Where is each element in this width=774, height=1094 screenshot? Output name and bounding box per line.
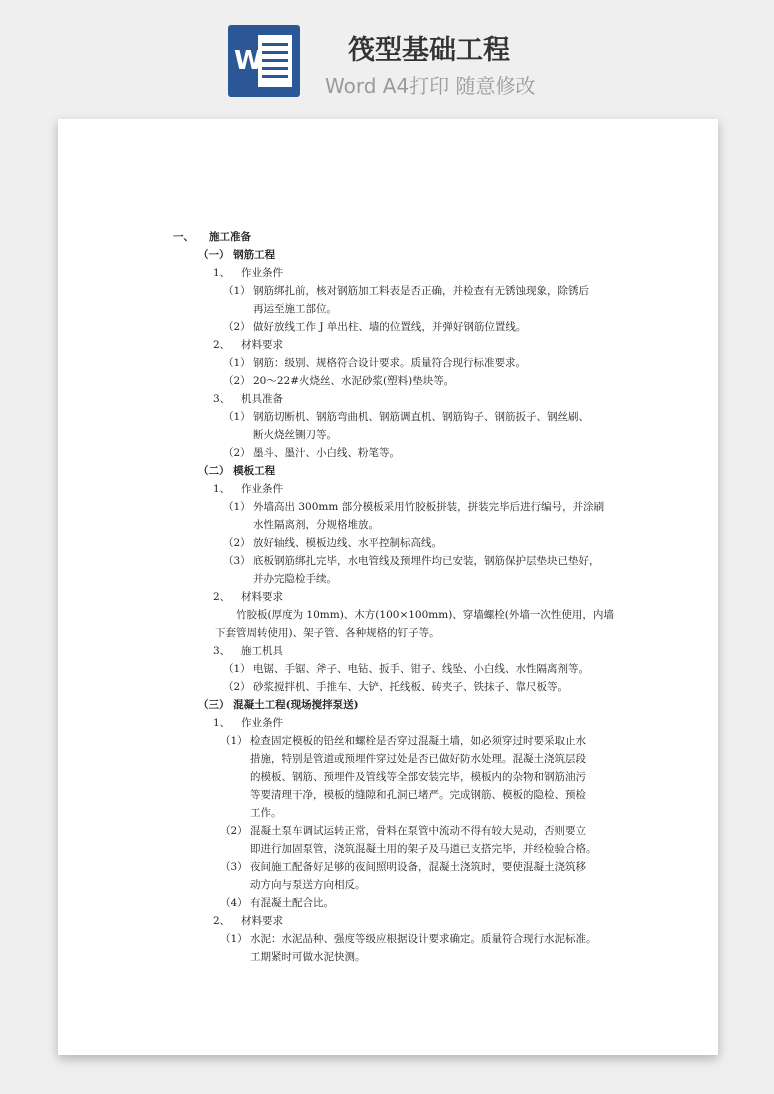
list-item-continuation: 等要清理干净，模板的缝隙和孔洞已堵严。完成钢筋、模板的隐检、预检: [250, 789, 586, 801]
list-item-continuation: 即进行加固泵管，浇筑混凝土用的架子及马道已支搭完毕，并经检验合格。: [250, 843, 597, 855]
list-item: （1） 水泥：水泥品种、强度等级应根据设计要求确定。质量符合现行水泥标准。: [220, 933, 597, 945]
list-item: （1） 钢筋绑扎前，核对钢筋加工料表是否正确，并检查有无锈蚀现象，除锈后: [223, 285, 589, 297]
list-item: （2） 混凝土泵车调试运转正常，骨料在泵管中流动不得有较大晃动，否则要立: [220, 825, 586, 837]
list-item-continuation: 动方向与泵送方向相反。: [250, 879, 366, 891]
list-item: 3、 施工机具: [213, 645, 283, 657]
list-item: （2） 墨斗、墨汁、小白线、粉笔等。: [223, 447, 400, 459]
list-item: （1） 电锯、手锯、斧子、电钻、扳手、钳子、线坠、小白线、水性隔离剂等。: [223, 663, 589, 675]
list-item-continuation: 再运至施工部位。: [253, 303, 337, 315]
list-item: （1） 检查固定模板的铅丝和螺栓是否穿过混凝土墙，如必须穿过时要采取止水: [220, 735, 586, 747]
list-item: （3） 底板钢筋绑扎完毕，水电管线及预埋件均已安装，钢筋保护层垫块已垫好，: [223, 555, 600, 567]
list-item: 1、 作业条件: [213, 267, 283, 279]
word-icon: [228, 25, 300, 97]
list-item-continuation: 工期紧时可做水泥快测。: [250, 951, 366, 963]
list-item-continuation: 的模板、钢筋、预埋件及管线等全部安装完毕，模板内的杂物和钢筋油污: [250, 771, 586, 783]
list-item: （1） 钢筋：级别、规格符合设计要求。质量符合现行标准要求。: [223, 357, 526, 369]
list-item: （2） 放好轴线、模板边线、水平控制标高线。: [223, 537, 442, 549]
section-number: 一、: [173, 231, 194, 243]
list-item-continuation: 工作。: [250, 807, 282, 819]
section-title: 施工准备: [209, 231, 251, 243]
list-item: （2） 砂浆搅拌机、手推车、大铲、托线板、砖夹子、铁抹子、靠尺板等。: [223, 681, 568, 693]
list-item: 2、 材料要求: [213, 915, 283, 927]
list-item: （2） 做好放线工作 J 单出柱、墙的位置线，并弹好钢筋位置线。: [223, 321, 527, 333]
list-item: 1、 作业条件: [213, 717, 283, 729]
list-item: 3、 机具准备: [213, 393, 283, 405]
paragraph: 竹胶板(厚度为 10mm)、木方(100×100mm)、穿墙螺栓(外墙一次性使用，内墙: [236, 609, 614, 621]
list-item: （1） 外墙高出 300mm 部分模板采用竹胶板拼装，拼装完毕后进行编号，并涂刷: [223, 501, 605, 513]
word-icon-letter: W: [234, 46, 263, 76]
subsection-heading: （三） 混凝土工程(现场搅拌泵送): [198, 699, 359, 711]
list-item: （4） 有混凝土配合比。: [220, 897, 334, 909]
subsection-heading: （一） 钢筋工程: [198, 249, 276, 261]
list-item-continuation: 断火烧丝铡刀等。: [253, 429, 337, 441]
list-item: 1、 作业条件: [213, 483, 283, 495]
list-item-continuation: 并办完隐检手续。: [253, 573, 337, 585]
list-item: （1） 钢筋切断机、钢筋弯曲机、钢筋调直机、钢筋钩子、钢筋扳子、钢丝刷、: [223, 411, 589, 423]
page-subtitle: Word A4打印 随意修改: [325, 74, 536, 98]
list-item: （2） 20～22#火烧丝、水泥砂浆(塑料)垫块等。: [223, 375, 455, 387]
list-item: 2、 材料要求: [213, 591, 283, 603]
section-heading: [173, 228, 251, 246]
list-item: 2、 材料要求: [213, 339, 283, 351]
page-title: 筏型基础工程: [348, 35, 510, 66]
document-page: [58, 119, 718, 1055]
subsection-heading: （二） 模板工程: [198, 465, 276, 477]
list-item-continuation: 水性隔离剂，分规格堆放。: [253, 519, 379, 531]
paragraph-continuation: 下套管周转使用)、架子管、各种规格的钉子等。: [215, 627, 440, 639]
list-item: （3） 夜间施工配备好足够的夜间照明设备，混凝土浇筑时，要使混凝土浇筑移: [220, 861, 586, 873]
header: [0, 0, 774, 118]
list-item-continuation: 措施，特别是管道或预埋件穿过处是否已做好防水处理。混凝土浇筑层段: [250, 753, 586, 765]
